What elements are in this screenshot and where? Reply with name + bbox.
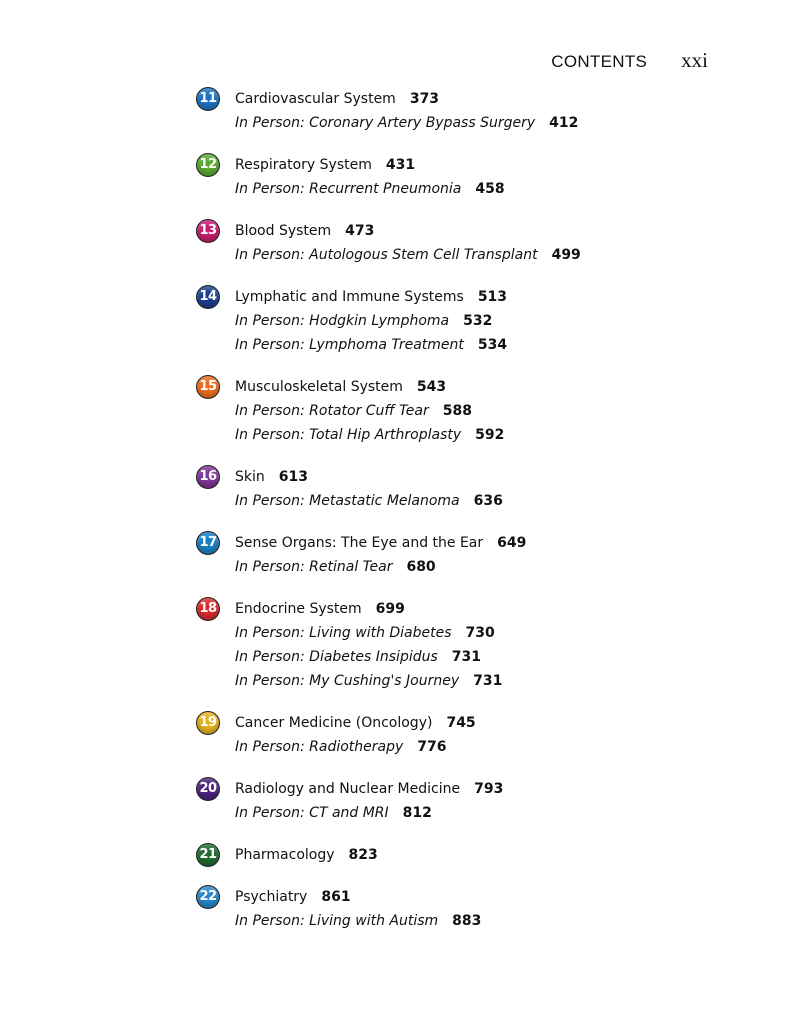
in-person-title: In Person: Coronary Artery Bypass Surgery	[235, 115, 536, 131]
chapter-line	[235, 885, 716, 909]
chapter-title: Pharmacology	[235, 847, 335, 863]
in-person-title: In Person: Radiotherapy	[235, 739, 404, 755]
chapter-entry	[196, 465, 716, 513]
chapter-number-badge: 18	[196, 597, 220, 621]
chapter-page: 473	[345, 223, 375, 239]
chapter-entry	[196, 885, 716, 933]
in-person-title: In Person: Lymphoma Treatment	[235, 337, 464, 353]
chapter-page: 513	[477, 289, 508, 305]
in-person-page: 534	[477, 337, 508, 353]
chapter-entry	[196, 153, 716, 201]
chapter-entry	[196, 375, 716, 447]
chapter-number-badge: 20	[196, 777, 220, 801]
in-person-title: In Person: Living with Autism	[235, 913, 439, 929]
chapter-page: 613	[278, 469, 308, 485]
chapter-number-badge: 13	[196, 219, 220, 243]
in-person-page: 680	[406, 559, 436, 575]
chapter-entry	[196, 531, 716, 579]
running-header	[551, 48, 708, 73]
chapter-page: 543	[416, 379, 447, 395]
in-person-line	[235, 645, 716, 669]
chapter-line	[235, 711, 716, 735]
in-person-title: In Person: CT and MRI	[235, 805, 389, 821]
in-person-line	[235, 909, 716, 933]
chapter-entry	[196, 87, 716, 135]
in-person-page: 412	[549, 115, 579, 131]
in-person-line	[235, 555, 716, 579]
chapter-line	[235, 219, 716, 243]
table-of-contents	[196, 87, 716, 951]
in-person-line	[235, 177, 716, 201]
chapter-line	[235, 777, 716, 801]
in-person-line	[235, 243, 716, 267]
chapter-page: 431	[385, 157, 416, 173]
chapter-number-badge: 15	[196, 375, 220, 399]
chapter-page: 745	[446, 715, 476, 731]
chapter-number-badge: 12	[196, 153, 220, 177]
chapter-title: Cancer Medicine (Oncology)	[235, 715, 433, 731]
chapter-title: Radiology and Nuclear Medicine	[235, 781, 461, 797]
chapter-title: Cardiovascular System	[235, 91, 396, 107]
chapter-line	[235, 285, 716, 309]
in-person-page: 812	[402, 805, 432, 821]
in-person-title: In Person: My Cushing's Journey	[235, 673, 460, 689]
in-person-page: 731	[473, 673, 503, 689]
in-person-line	[235, 399, 716, 423]
chapter-line	[235, 87, 716, 111]
in-person-line	[235, 735, 716, 759]
in-person-title: In Person: Metastatic Melanoma	[235, 493, 460, 509]
in-person-title: In Person: Living with Diabetes	[235, 625, 452, 641]
in-person-page: 588	[442, 403, 472, 419]
chapter-number-badge: 16	[196, 465, 220, 489]
in-person-title: In Person: Autologous Stem Cell Transplant	[235, 247, 538, 263]
chapter-page: 861	[321, 889, 351, 905]
chapter-entry	[196, 219, 716, 267]
in-person-page: 592	[475, 427, 505, 443]
in-person-line	[235, 621, 716, 645]
in-person-page: 883	[452, 913, 482, 929]
in-person-page: 776	[417, 739, 447, 755]
in-person-line	[235, 423, 716, 447]
chapter-entry	[196, 843, 716, 867]
chapter-title: Endocrine System	[235, 601, 362, 617]
chapter-line	[235, 465, 716, 489]
chapter-page: 373	[409, 91, 440, 107]
chapter-number-badge: 21	[196, 843, 220, 867]
in-person-page: 458	[475, 181, 505, 197]
chapter-page: 649	[497, 535, 527, 551]
chapter-number-badge: 17	[196, 531, 220, 555]
in-person-title: In Person: Retinal Tear	[235, 559, 393, 575]
in-person-line	[235, 111, 716, 135]
chapter-line	[235, 153, 716, 177]
chapter-number-badge: 11	[196, 87, 220, 111]
in-person-title: In Person: Total Hip Arthroplasty	[235, 427, 462, 443]
chapter-title: Skin	[235, 469, 265, 485]
chapter-number-badge: 19	[196, 711, 220, 735]
chapter-line	[235, 531, 716, 555]
in-person-line	[235, 669, 716, 693]
chapter-title: Lymphatic and Immune Systems	[235, 289, 464, 305]
chapter-title: Musculoskeletal System	[235, 379, 403, 395]
chapter-entry	[196, 285, 716, 357]
in-person-line	[235, 489, 716, 513]
in-person-line	[235, 333, 716, 357]
chapter-title: Respiratory System	[235, 157, 372, 173]
in-person-title: In Person: Hodgkin Lymphoma	[235, 313, 450, 329]
chapter-page: 793	[474, 781, 504, 797]
chapter-line	[235, 375, 716, 399]
in-person-page: 499	[551, 247, 581, 263]
in-person-page: 636	[473, 493, 503, 509]
header-label: CONTENTS	[551, 52, 648, 71]
chapter-page: 823	[348, 847, 378, 863]
chapter-title: Psychiatry	[235, 889, 308, 905]
chapter-entry	[196, 711, 716, 759]
in-person-page: 730	[465, 625, 495, 641]
in-person-page: 532	[463, 313, 493, 329]
chapter-page: 699	[375, 601, 405, 617]
chapter-number-badge: 14	[196, 285, 220, 309]
chapter-title: Blood System	[235, 223, 332, 239]
in-person-page: 731	[451, 649, 482, 665]
chapter-entry	[196, 777, 716, 825]
page-number: xxi	[681, 48, 708, 72]
in-person-title: In Person: Rotator Cuff Tear	[235, 403, 429, 419]
chapter-title: Sense Organs: The Eye and the Ear	[235, 535, 484, 551]
in-person-line	[235, 309, 716, 333]
chapter-number-badge: 22	[196, 885, 220, 909]
in-person-line	[235, 801, 716, 825]
chapter-line	[235, 597, 716, 621]
chapter-line	[235, 843, 716, 867]
in-person-title: In Person: Recurrent Pneumonia	[235, 181, 462, 197]
chapter-entry	[196, 597, 716, 693]
in-person-title: In Person: Diabetes Insipidus	[235, 649, 438, 665]
